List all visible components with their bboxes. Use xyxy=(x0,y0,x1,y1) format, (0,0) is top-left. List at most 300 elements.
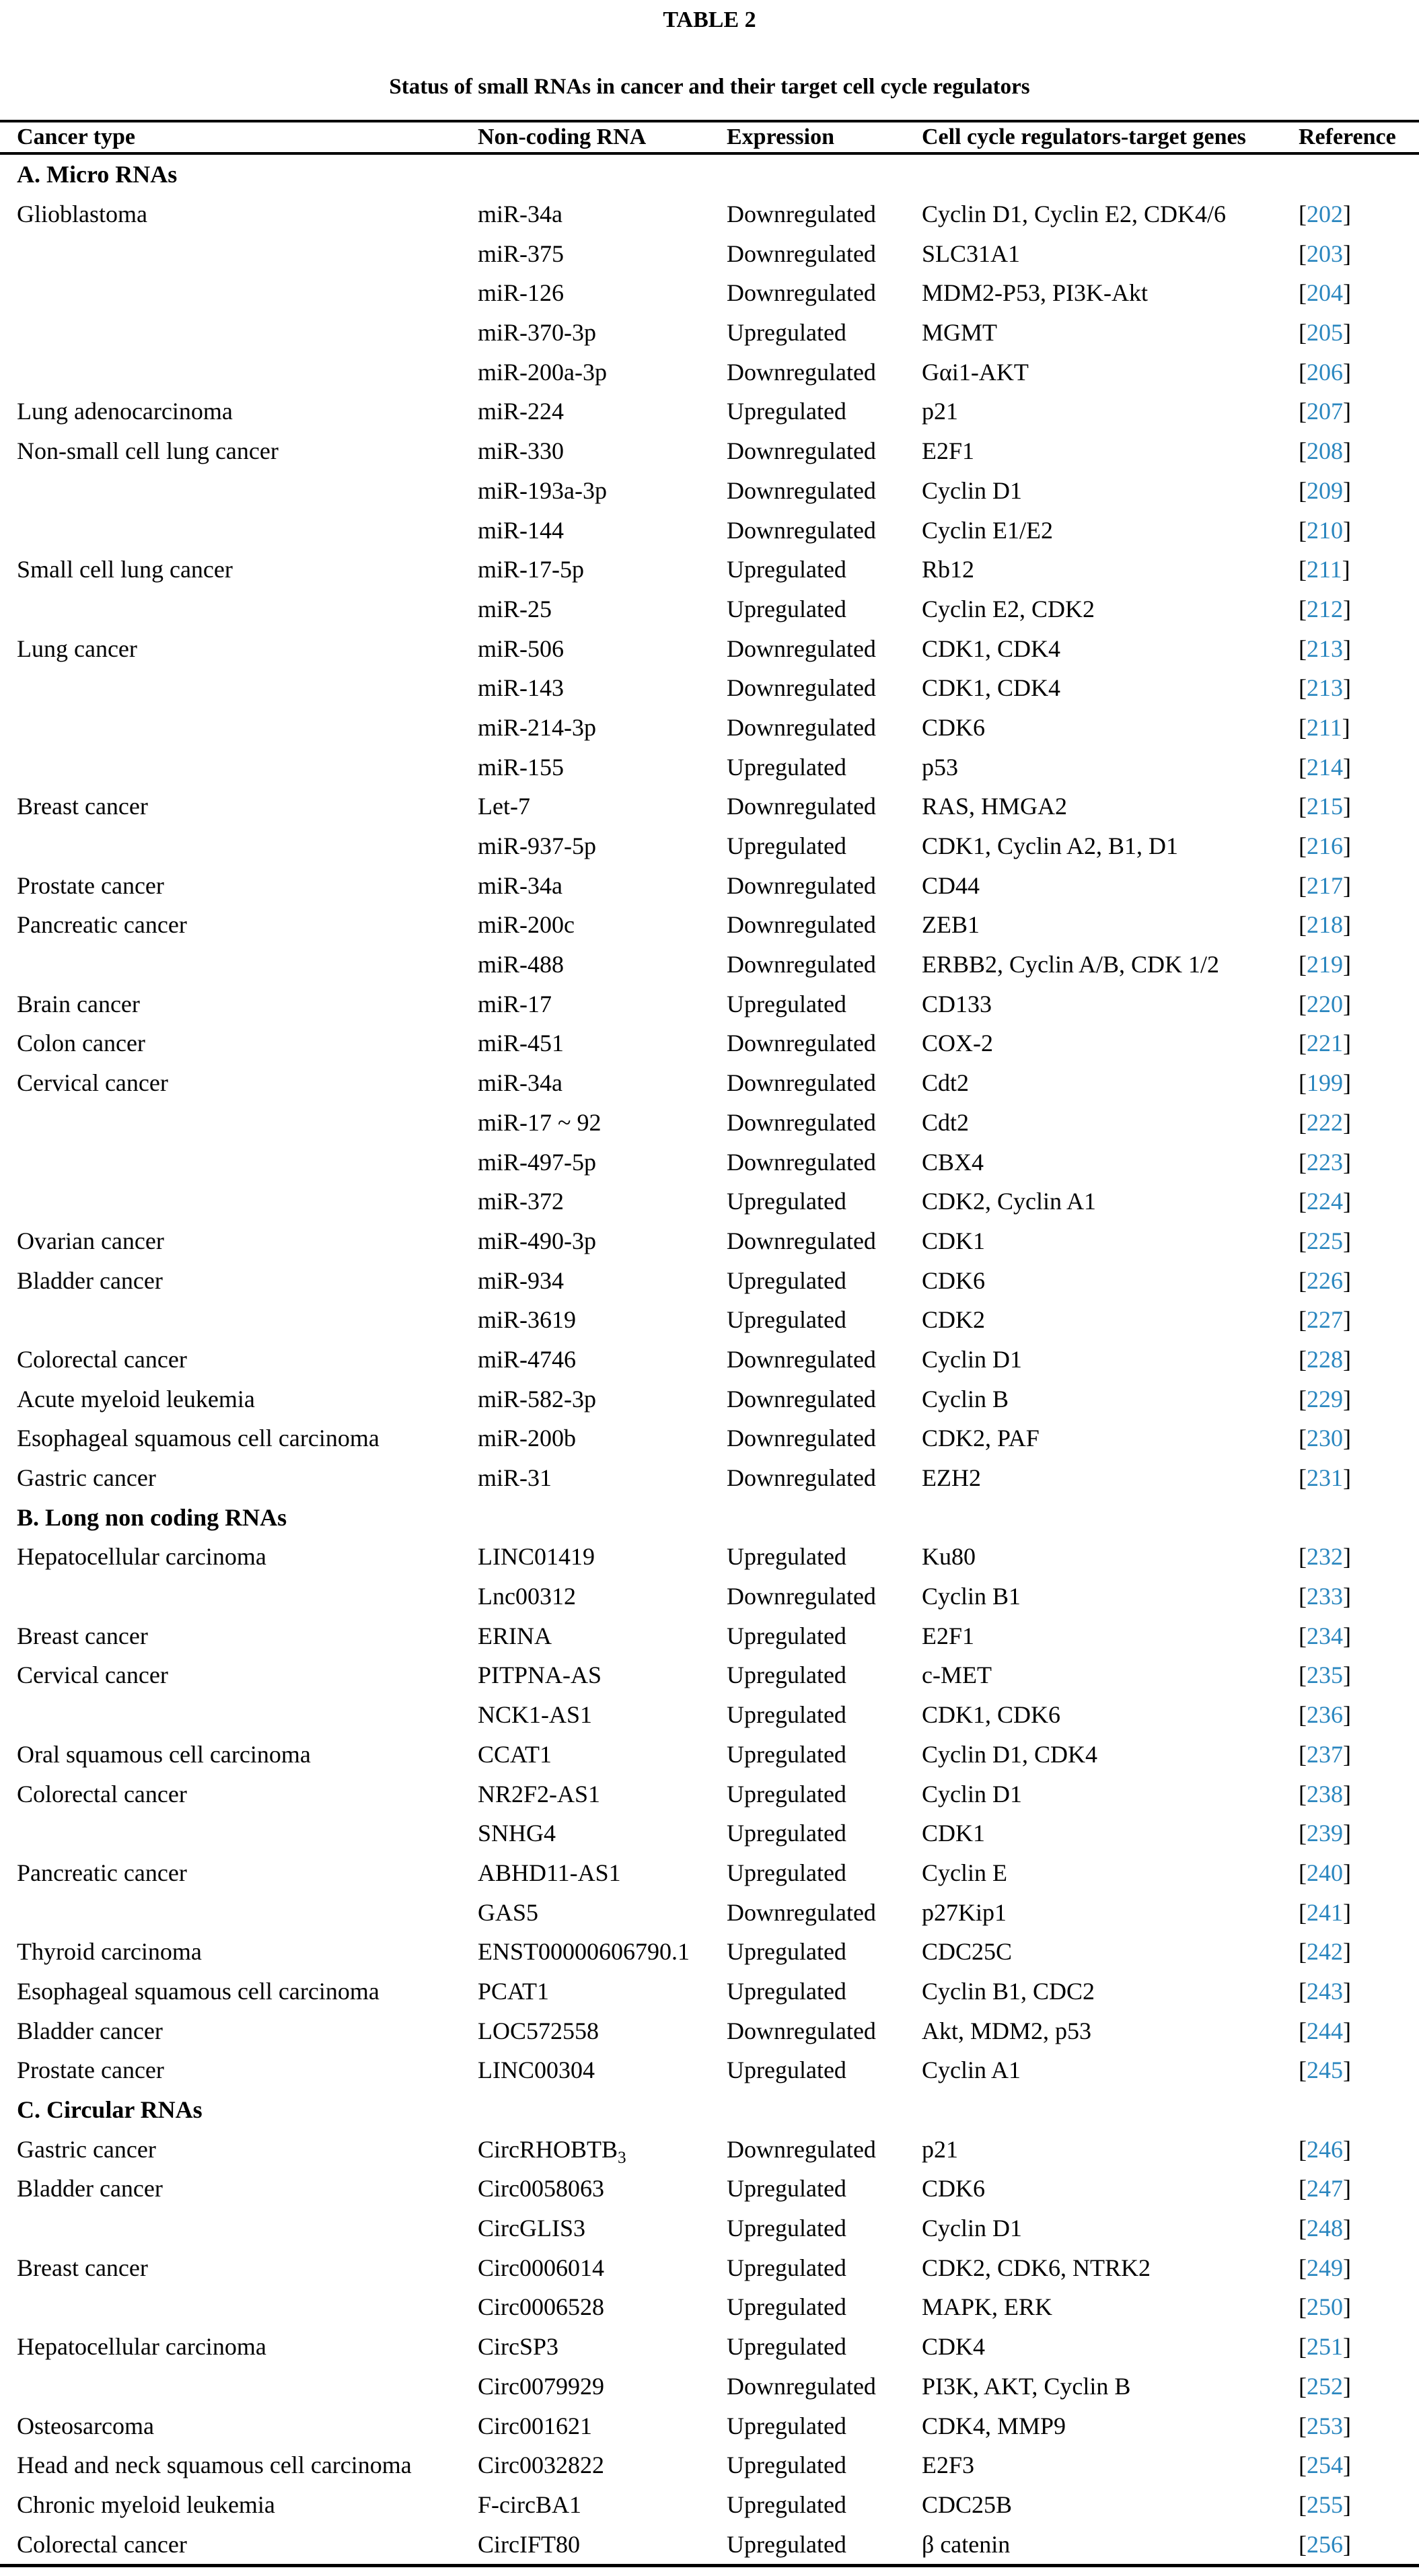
reference-cell xyxy=(1299,1187,1419,1215)
table-row xyxy=(0,1340,1419,1380)
non-coding-rna-cell: GAS5 xyxy=(478,1898,539,1926)
reference-cell xyxy=(1299,1464,1419,1492)
table-row xyxy=(0,234,1419,273)
table-row xyxy=(0,1577,1419,1616)
reference-close-bracket: ] xyxy=(1342,713,1350,741)
non-coding-rna-cell: Circ001621 xyxy=(478,2412,592,2439)
expression-cell: Downregulated xyxy=(727,635,876,662)
table-row xyxy=(0,352,1419,392)
cancer-type-cell: Gastric cancer xyxy=(17,1464,156,1492)
reference-cell xyxy=(1299,950,1419,978)
reference-link[interactable]: 245 xyxy=(1307,2056,1343,2084)
target-genes-cell: p21 xyxy=(922,398,958,425)
reference-cell xyxy=(1299,2372,1419,2400)
non-coding-rna-cell: miR-126 xyxy=(478,279,565,307)
non-coding-rna-cell: miR-17 xyxy=(478,990,552,1017)
table-row xyxy=(0,2524,1419,2564)
target-genes-cell: CBX4 xyxy=(922,1148,984,1176)
expression-cell: Downregulated xyxy=(727,1425,876,1452)
cancer-type-cell: Hepatocellular carcinoma xyxy=(17,1543,266,1571)
target-genes-cell: RAS, HMGA2 xyxy=(922,793,1068,820)
table-row xyxy=(0,668,1419,708)
reference-open-bracket: [ xyxy=(1299,1898,1307,1926)
cancer-type-cell: Chronic myeloid leukemia xyxy=(17,2491,275,2518)
expression-cell: Downregulated xyxy=(727,871,876,899)
reference-link[interactable]: 215 xyxy=(1307,793,1343,820)
expression-cell: Upregulated xyxy=(727,1622,846,1649)
table-row xyxy=(0,945,1419,985)
reference-link[interactable]: 219 xyxy=(1307,951,1343,978)
reference-close-bracket: ] xyxy=(1343,2215,1351,2242)
reference-link[interactable]: 208 xyxy=(1307,437,1343,465)
reference-link[interactable]: 207 xyxy=(1307,398,1343,425)
reference-link[interactable]: 220 xyxy=(1307,990,1343,1017)
target-genes-cell: Cdt2 xyxy=(922,1069,970,1097)
non-coding-rna-cell: miR-143 xyxy=(478,674,565,702)
reference-cell xyxy=(1299,1029,1419,1057)
reference-close-bracket: ] xyxy=(1343,2452,1351,2479)
cancer-type-cell: Colorectal cancer xyxy=(17,1345,187,1373)
reference-cell xyxy=(1299,1937,1419,1966)
reference-cell xyxy=(1299,792,1419,820)
reference-cell xyxy=(1299,1227,1419,1255)
reference-open-bracket: [ xyxy=(1299,713,1307,741)
section-header-row xyxy=(0,1497,1419,1537)
reference-link[interactable]: 214 xyxy=(1307,753,1343,781)
table-row xyxy=(0,1537,1419,1577)
non-coding-rna-cell: miR-193a-3p xyxy=(478,476,607,504)
reference-link[interactable]: 230 xyxy=(1307,1425,1343,1452)
expression-cell: Upregulated xyxy=(727,2056,846,2084)
non-coding-rna-cell: miR-582-3p xyxy=(478,1385,596,1412)
reference-open-bracket: [ xyxy=(1299,201,1307,228)
reference-cell xyxy=(1299,1661,1419,1689)
reference-open-bracket: [ xyxy=(1299,2254,1307,2281)
target-genes-cell: CDK1, CDK4 xyxy=(922,635,1061,662)
expression-cell: Upregulated xyxy=(727,2293,846,2321)
expression-cell: Downregulated xyxy=(727,279,876,307)
non-coding-rna-cell: LOC572558 xyxy=(478,2017,599,2044)
table-row xyxy=(0,1063,1419,1103)
reference-link[interactable]: 241 xyxy=(1307,1898,1343,1926)
reference-link[interactable]: 240 xyxy=(1307,1859,1343,1886)
target-genes-cell: CDK2, PAF xyxy=(922,1425,1040,1452)
reference-link[interactable]: 231 xyxy=(1307,1464,1343,1492)
reference-close-bracket: ] xyxy=(1343,753,1351,781)
table-row xyxy=(0,1024,1419,1063)
table-row xyxy=(0,708,1419,748)
expression-cell: Downregulated xyxy=(727,437,876,465)
reference-cell xyxy=(1299,1424,1419,1452)
reference-cell xyxy=(1299,318,1419,347)
reference-close-bracket: ] xyxy=(1343,2530,1351,2558)
rna-subscript: 3 xyxy=(618,2148,626,2167)
reference-open-bracket: [ xyxy=(1299,911,1307,939)
cancer-type-cell: Non-small cell lung cancer xyxy=(17,437,279,465)
reference-link[interactable]: 228 xyxy=(1307,1345,1343,1373)
reference-cell xyxy=(1299,1345,1419,1373)
non-coding-rna-cell: miR-200b xyxy=(478,1425,577,1452)
reference-link[interactable]: 256 xyxy=(1307,2530,1343,2558)
reference-close-bracket: ] xyxy=(1343,1227,1351,1254)
table-row xyxy=(0,2367,1419,2406)
reference-link[interactable]: 243 xyxy=(1307,1977,1343,2005)
reference-link[interactable]: 216 xyxy=(1307,832,1343,860)
table-row xyxy=(0,2327,1419,2367)
reference-link[interactable]: 250 xyxy=(1307,2293,1343,2321)
cancer-type-cell: Prostate cancer xyxy=(17,2056,164,2084)
reference-close-bracket: ] xyxy=(1343,1108,1351,1136)
target-genes-cell: Cyclin D1 xyxy=(922,1780,1022,1808)
reference-open-bracket: [ xyxy=(1299,2017,1307,2044)
non-coding-rna-cell: PITPNA-AS xyxy=(478,1661,602,1689)
reference-open-bracket: [ xyxy=(1299,2135,1307,2163)
non-coding-rna-cell: miR-375 xyxy=(478,240,565,267)
table-row xyxy=(0,905,1419,945)
reference-close-bracket: ] xyxy=(1343,1898,1351,1926)
reference-link[interactable]: 218 xyxy=(1307,911,1343,939)
reference-close-bracket: ] xyxy=(1343,201,1351,228)
reference-close-bracket: ] xyxy=(1343,674,1351,702)
reference-open-bracket: [ xyxy=(1299,793,1307,820)
expression-cell: Downregulated xyxy=(727,2135,876,2163)
target-genes-cell: CDK6 xyxy=(922,1266,986,1294)
reference-link[interactable]: 223 xyxy=(1307,1148,1343,1176)
reference-cell xyxy=(1299,1819,1419,1847)
reference-close-bracket: ] xyxy=(1343,2135,1351,2163)
expression-cell: Upregulated xyxy=(727,990,846,1017)
reference-close-bracket: ] xyxy=(1343,1069,1351,1097)
reference-cell xyxy=(1299,1385,1419,1413)
table-body xyxy=(0,155,1419,2564)
expression-cell: Downregulated xyxy=(727,1108,876,1136)
reference-close-bracket: ] xyxy=(1343,1345,1351,1373)
section-header-row xyxy=(0,2090,1419,2130)
reference-link[interactable]: 203 xyxy=(1307,240,1343,267)
reference-cell xyxy=(1299,397,1419,425)
reference-close-bracket: ] xyxy=(1343,240,1351,267)
non-coding-rna-cell: F-circBA1 xyxy=(478,2491,581,2518)
reference-link[interactable]: 204 xyxy=(1307,279,1343,307)
reference-cell xyxy=(1299,2135,1419,2163)
reference-close-bracket: ] xyxy=(1343,1701,1351,1729)
cancer-type-cell: Bladder cancer xyxy=(17,1266,163,1294)
reference-link[interactable]: 211 xyxy=(1307,713,1342,741)
expression-cell: Upregulated xyxy=(727,2333,846,2361)
expression-cell: Upregulated xyxy=(727,2215,846,2242)
cancer-type-cell: Bladder cancer xyxy=(17,2017,163,2044)
target-genes-cell: SLC31A1 xyxy=(922,240,1021,267)
reference-cell xyxy=(1299,437,1419,465)
reference-link[interactable]: 217 xyxy=(1307,871,1343,899)
column-header-reference: Reference xyxy=(1299,124,1396,149)
target-genes-cell: CDK1 xyxy=(922,1227,986,1254)
reference-link[interactable]: 251 xyxy=(1307,2333,1343,2361)
reference-link[interactable]: 212 xyxy=(1307,595,1343,622)
target-genes-cell: Cyclin A1 xyxy=(922,2056,1021,2084)
table-row xyxy=(0,510,1419,550)
expression-cell: Upregulated xyxy=(727,1938,846,1966)
reference-open-bracket: [ xyxy=(1299,1030,1307,1057)
non-coding-rna-cell: miR-330 xyxy=(478,437,565,465)
reference-cell xyxy=(1299,1108,1419,1137)
table-row xyxy=(0,194,1419,234)
target-genes-cell: MDM2-P53, PI3K-Akt xyxy=(922,279,1149,307)
reference-open-bracket: [ xyxy=(1299,1069,1307,1097)
reference-close-bracket: ] xyxy=(1342,556,1350,583)
table-row xyxy=(0,2169,1419,2209)
table-row xyxy=(0,2129,1419,2169)
reference-cell xyxy=(1299,1266,1419,1295)
expression-cell: Downregulated xyxy=(727,713,876,741)
cancer-type-cell: Esophageal squamous cell carcinoma xyxy=(17,1425,379,1452)
reference-open-bracket: [ xyxy=(1299,635,1307,662)
reference-open-bracket: [ xyxy=(1299,1780,1307,1808)
target-genes-cell: CDK2, Cyclin A1 xyxy=(922,1188,1097,1215)
expression-cell: Upregulated xyxy=(727,1740,846,1768)
table-row xyxy=(0,589,1419,629)
cancer-type-cell: Pancreatic cancer xyxy=(17,911,187,939)
target-genes-cell: Cyclin E1/E2 xyxy=(922,516,1053,544)
reference-link[interactable]: 234 xyxy=(1307,1622,1343,1649)
non-coding-rna-cell: NR2F2-AS1 xyxy=(478,1780,601,1808)
table-row xyxy=(0,2485,1419,2525)
reference-open-bracket: [ xyxy=(1299,2412,1307,2439)
reference-open-bracket: [ xyxy=(1299,437,1307,465)
reference-close-bracket: ] xyxy=(1343,832,1351,860)
expression-cell: Upregulated xyxy=(727,595,846,622)
reference-link[interactable]: 202 xyxy=(1307,201,1343,228)
reference-open-bracket: [ xyxy=(1299,951,1307,978)
non-coding-rna-cell: miR-370-3p xyxy=(478,319,596,347)
reference-link[interactable]: 232 xyxy=(1307,1543,1343,1571)
expression-cell: Upregulated xyxy=(727,1780,846,1808)
reference-link[interactable]: 210 xyxy=(1307,516,1343,544)
table-row xyxy=(0,1814,1419,1853)
non-coding-rna-cell: miR-31 xyxy=(478,1464,552,1492)
non-coding-rna-cell: NCK1-AS1 xyxy=(478,1701,593,1729)
reference-link[interactable]: 211 xyxy=(1307,556,1342,583)
non-coding-rna-cell: Lnc00312 xyxy=(478,1583,576,1610)
reference-cell xyxy=(1299,871,1419,900)
reference-link[interactable]: 205 xyxy=(1307,319,1343,347)
reference-cell xyxy=(1299,910,1419,939)
table-row xyxy=(0,471,1419,511)
non-coding-rna-cell: miR-17 ~ 92 xyxy=(478,1108,602,1136)
reference-close-bracket: ] xyxy=(1343,2372,1351,2400)
table-row xyxy=(0,1103,1419,1143)
expression-cell: Upregulated xyxy=(727,2530,846,2558)
reference-close-bracket: ] xyxy=(1343,1938,1351,1966)
target-genes-cell: CD133 xyxy=(922,990,992,1017)
reference-cell xyxy=(1299,635,1419,663)
reference-link[interactable]: 244 xyxy=(1307,2017,1343,2044)
non-coding-rna-cell: Circ0032822 xyxy=(478,2452,604,2479)
reference-cell xyxy=(1299,2254,1419,2282)
reference-link[interactable]: 249 xyxy=(1307,2254,1343,2281)
reference-link[interactable]: 229 xyxy=(1307,1385,1343,1412)
table-header-row xyxy=(0,122,1419,155)
reference-link[interactable]: 246 xyxy=(1307,2135,1343,2163)
expression-cell: Downregulated xyxy=(727,1030,876,1057)
table-row xyxy=(0,747,1419,787)
reference-close-bracket: ] xyxy=(1343,476,1351,504)
reference-cell xyxy=(1299,476,1419,505)
target-genes-cell: CDK1, CDK6 xyxy=(922,1701,1061,1729)
expression-cell: Upregulated xyxy=(727,1306,846,1334)
reference-cell xyxy=(1299,2056,1419,2084)
non-coding-rna-cell: CCAT1 xyxy=(478,1740,552,1768)
reference-link[interactable]: 222 xyxy=(1307,1108,1343,1136)
non-coding-rna-cell: CircIFT80 xyxy=(478,2530,580,2558)
reference-cell xyxy=(1299,516,1419,544)
reference-link[interactable]: 209 xyxy=(1307,476,1343,504)
cancer-type-cell: Head and neck squamous cell carcinoma xyxy=(17,2452,412,2479)
reference-close-bracket: ] xyxy=(1343,2175,1351,2203)
section-header-label: B. Long non coding RNAs xyxy=(17,1503,287,1531)
reference-cell xyxy=(1299,1148,1419,1176)
reference-link[interactable]: 255 xyxy=(1307,2491,1343,2518)
reference-open-bracket: [ xyxy=(1299,871,1307,899)
target-genes-cell: p21 xyxy=(922,2135,958,2163)
table-row xyxy=(0,1142,1419,1182)
non-coding-rna-cell: miR-34a xyxy=(478,1069,562,1097)
non-coding-rna-cell: LINC00304 xyxy=(478,2056,595,2084)
reference-link[interactable]: 221 xyxy=(1307,1030,1343,1057)
target-genes-cell: CDK6 xyxy=(922,2175,986,2203)
reference-link[interactable]: 225 xyxy=(1307,1227,1343,1254)
reference-open-bracket: [ xyxy=(1299,2452,1307,2479)
table-row xyxy=(0,2406,1419,2445)
reference-open-bracket: [ xyxy=(1299,1820,1307,1847)
target-genes-cell: CDK6 xyxy=(922,713,986,741)
reference-close-bracket: ] xyxy=(1343,2017,1351,2044)
target-genes-cell: Rb12 xyxy=(922,556,975,583)
reference-cell xyxy=(1299,1701,1419,1729)
reference-link[interactable]: 238 xyxy=(1307,1780,1343,1808)
reference-open-bracket: [ xyxy=(1299,1661,1307,1689)
expression-cell: Downregulated xyxy=(727,1148,876,1176)
cancer-type-cell: Lung cancer xyxy=(17,635,137,662)
table-row xyxy=(0,1419,1419,1458)
reference-open-bracket: [ xyxy=(1299,1227,1307,1254)
non-coding-rna-cell: miR-490-3p xyxy=(478,1227,596,1254)
reference-close-bracket: ] xyxy=(1343,1740,1351,1768)
reference-link[interactable]: 254 xyxy=(1307,2452,1343,2479)
reference-link[interactable]: 199 xyxy=(1307,1069,1343,1097)
expression-cell: Downregulated xyxy=(727,1583,876,1610)
expression-cell: Downregulated xyxy=(727,1464,876,1492)
expression-cell: Upregulated xyxy=(727,832,846,860)
reference-link[interactable]: 213 xyxy=(1307,635,1343,662)
expression-cell: Downregulated xyxy=(727,1385,876,1412)
table-row xyxy=(0,273,1419,313)
target-genes-cell: p27Kip1 xyxy=(922,1898,1007,1926)
reference-link[interactable]: 206 xyxy=(1307,358,1343,386)
cancer-type-cell: Colon cancer xyxy=(17,1030,145,1057)
table-row xyxy=(0,550,1419,589)
reference-cell xyxy=(1299,2017,1419,2045)
non-coding-rna-cell: miR-25 xyxy=(478,595,552,622)
reference-link[interactable]: 227 xyxy=(1307,1306,1343,1334)
reference-open-bracket: [ xyxy=(1299,279,1307,307)
expression-cell: Downregulated xyxy=(727,240,876,267)
reference-link[interactable]: 233 xyxy=(1307,1583,1343,1610)
cancer-type-cell: Gastric cancer xyxy=(17,2135,156,2163)
reference-cell xyxy=(1299,2530,1419,2559)
non-coding-rna-cell: Circ0006528 xyxy=(478,2293,604,2321)
expression-cell: Upregulated xyxy=(727,2412,846,2439)
table-row xyxy=(0,1379,1419,1419)
reference-link[interactable]: 226 xyxy=(1307,1266,1343,1294)
reference-link[interactable]: 248 xyxy=(1307,2215,1343,2242)
target-genes-cell: p53 xyxy=(922,753,958,781)
reference-close-bracket: ] xyxy=(1343,1622,1351,1649)
table-row xyxy=(0,826,1419,866)
reference-open-bracket: [ xyxy=(1299,240,1307,267)
reference-link[interactable]: 239 xyxy=(1307,1820,1343,1847)
table-row xyxy=(0,1892,1419,1932)
reference-close-bracket: ] xyxy=(1343,1543,1351,1571)
reference-link[interactable]: 237 xyxy=(1307,1740,1343,1768)
reference-close-bracket: ] xyxy=(1343,951,1351,978)
expression-cell: Upregulated xyxy=(727,1543,846,1571)
reference-link[interactable]: 247 xyxy=(1307,2175,1343,2203)
table-row xyxy=(0,1221,1419,1261)
table-row xyxy=(0,984,1419,1024)
table-row xyxy=(0,1458,1419,1498)
table-row xyxy=(0,1300,1419,1340)
reference-close-bracket: ] xyxy=(1343,2333,1351,2361)
reference-cell xyxy=(1299,2491,1419,2519)
reference-open-bracket: [ xyxy=(1299,319,1307,347)
non-coding-rna-cell: miR-451 xyxy=(478,1030,565,1057)
reference-cell xyxy=(1299,713,1419,742)
reference-open-bracket: [ xyxy=(1299,1622,1307,1649)
table-row xyxy=(0,1774,1419,1814)
reference-link[interactable]: 235 xyxy=(1307,1661,1343,1689)
reference-open-bracket: [ xyxy=(1299,2056,1307,2084)
reference-close-bracket: ] xyxy=(1343,1266,1351,1294)
reference-link[interactable]: 213 xyxy=(1307,674,1343,702)
reference-link[interactable]: 236 xyxy=(1307,1701,1343,1729)
table-row xyxy=(0,1932,1419,1972)
target-genes-cell: CDK2 xyxy=(922,1306,986,1334)
reference-link[interactable]: 242 xyxy=(1307,1938,1343,1966)
reference-cell xyxy=(1299,1780,1419,1808)
reference-close-bracket: ] xyxy=(1343,1977,1351,2005)
reference-link[interactable]: 252 xyxy=(1307,2372,1343,2400)
reference-link[interactable]: 253 xyxy=(1307,2412,1343,2439)
table-row xyxy=(0,2248,1419,2287)
target-genes-cell: CDK1, Cyclin A2, B1, D1 xyxy=(922,832,1179,860)
table-row xyxy=(0,2287,1419,2327)
target-genes-cell: CDK4 xyxy=(922,2333,986,2361)
non-coding-rna-cell: miR-488 xyxy=(478,951,565,978)
reference-close-bracket: ] xyxy=(1343,1583,1351,1610)
expression-cell: Upregulated xyxy=(727,2175,846,2203)
cancer-type-cell: Small cell lung cancer xyxy=(17,556,233,583)
reference-cell xyxy=(1299,1859,1419,1887)
expression-cell: Upregulated xyxy=(727,1820,846,1847)
target-genes-cell: β catenin xyxy=(922,2530,1011,2558)
reference-cell xyxy=(1299,674,1419,702)
expression-cell: Downregulated xyxy=(727,911,876,939)
reference-open-bracket: [ xyxy=(1299,2215,1307,2242)
expression-cell: Upregulated xyxy=(727,753,846,781)
cancer-type-cell: Glioblastoma xyxy=(17,201,147,228)
reference-link[interactable]: 224 xyxy=(1307,1188,1343,1215)
